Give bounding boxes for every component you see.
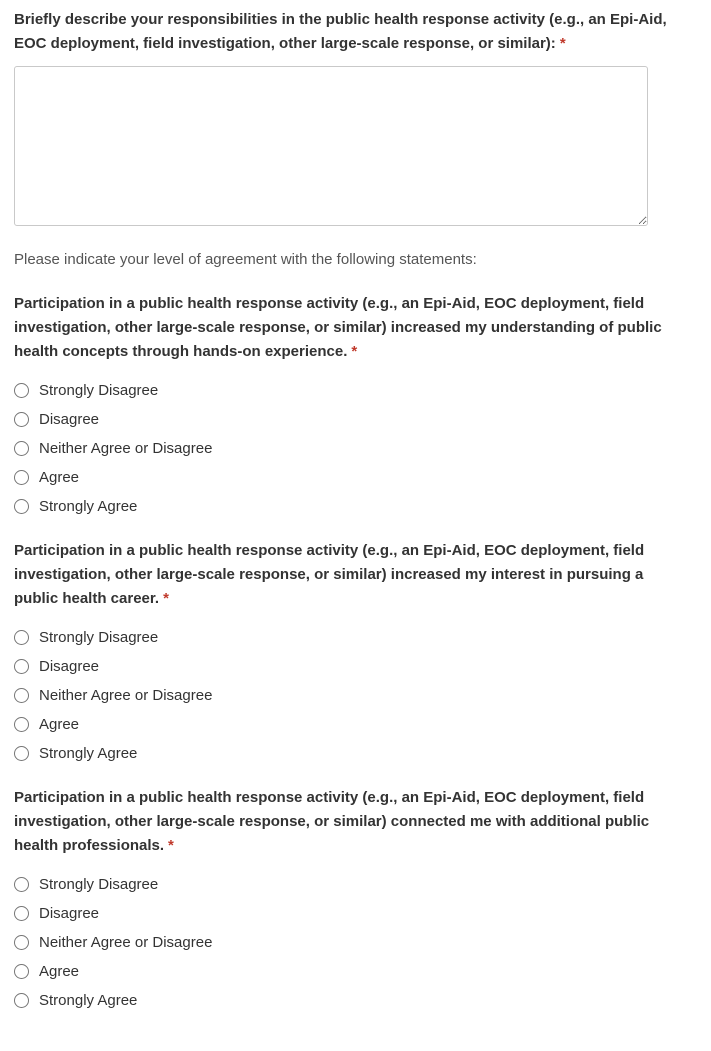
radio-option-label: Disagree xyxy=(39,410,100,428)
radio-button-icon[interactable] xyxy=(14,470,29,485)
radio-button-icon[interactable] xyxy=(14,383,29,398)
radio-option-neither[interactable] xyxy=(14,434,414,463)
question-label-connections xyxy=(14,786,669,858)
radio-option-label: Strongly Agree xyxy=(39,497,138,515)
question-block-connections xyxy=(14,786,697,1015)
question-label-responsibilities xyxy=(14,8,669,56)
radio-button-icon[interactable] xyxy=(14,993,29,1008)
radio-option-label: Agree xyxy=(39,962,80,980)
radio-option-neither[interactable] xyxy=(14,681,414,710)
radio-option-strongly-agree[interactable] xyxy=(14,492,414,521)
radio-option-strongly-agree[interactable] xyxy=(14,739,414,768)
radio-button-icon[interactable] xyxy=(14,412,29,427)
radio-option-label: Strongly Disagree xyxy=(39,628,159,646)
radio-option-label: Strongly Agree xyxy=(39,991,138,1009)
radio-button-icon[interactable] xyxy=(14,746,29,761)
required-asterisk: * xyxy=(163,590,169,607)
radio-option-label: Agree xyxy=(39,468,80,486)
radio-option-strongly-agree[interactable] xyxy=(14,986,414,1015)
radio-button-icon[interactable] xyxy=(14,630,29,645)
radio-option-label: Neither Agree or Disagree xyxy=(39,933,213,951)
radio-option-label: Strongly Agree xyxy=(39,744,138,762)
question-label-career-interest xyxy=(14,539,669,611)
question-text: Briefly describe your responsibilities in the public health response activity (e.g., an Epi-Aid, EOC deployment, field investigation, other large-scale response, or similar): xyxy=(14,11,667,52)
question-label-understanding xyxy=(14,292,669,364)
radio-option-agree[interactable] xyxy=(14,463,414,492)
radio-option-label: Disagree xyxy=(39,657,100,675)
radio-button-icon[interactable] xyxy=(14,499,29,514)
radio-button-icon[interactable] xyxy=(14,906,29,921)
radio-option-disagree[interactable] xyxy=(14,899,414,928)
radio-option-strongly-disagree[interactable] xyxy=(14,870,414,899)
required-asterisk: * xyxy=(168,837,174,854)
radio-option-label: Agree xyxy=(39,715,80,733)
radio-option-neither[interactable] xyxy=(14,928,414,957)
responsibilities-textarea[interactable] xyxy=(14,66,648,226)
question-text: Participation in a public health response activity (e.g., an Epi-Aid, EOC deployment, field investigation, other large-scale response, or similar) increased my understanding of public health concepts through hands-on experience. xyxy=(14,295,662,360)
required-asterisk: * xyxy=(559,35,566,52)
radio-option-label: Strongly Disagree xyxy=(39,381,159,399)
radio-option-disagree[interactable] xyxy=(14,405,414,434)
radio-option-label: Disagree xyxy=(39,904,100,922)
radio-button-icon[interactable] xyxy=(14,659,29,674)
question-text: Participation in a public health response activity (e.g., an Epi-Aid, EOC deployment, field investigation, other large-scale response, or similar) connected me with additional public health professionals. xyxy=(14,789,650,854)
radio-option-label: Neither Agree or Disagree xyxy=(39,686,213,704)
instruction-text: Please indicate your level of agreement with the following statements: xyxy=(14,251,477,268)
radio-option-label: Strongly Disagree xyxy=(39,875,159,893)
radio-button-icon[interactable] xyxy=(14,441,29,456)
radio-option-label: Neither Agree or Disagree xyxy=(39,439,213,457)
radio-option-strongly-disagree[interactable] xyxy=(14,623,414,652)
radio-button-icon[interactable] xyxy=(14,717,29,732)
radio-button-icon[interactable] xyxy=(14,877,29,892)
question-text: Participation in a public health response activity (e.g., an Epi-Aid, EOC deployment, field investigation, other large-scale response, or similar) increased my interest in pursuing a public health career. xyxy=(14,542,645,607)
radio-button-icon[interactable] xyxy=(14,688,29,703)
radio-option-agree[interactable] xyxy=(14,710,414,739)
question-block-career-interest xyxy=(14,539,697,768)
question-block-responsibilities xyxy=(14,8,697,226)
radio-option-strongly-disagree[interactable] xyxy=(14,376,414,405)
radio-option-agree[interactable] xyxy=(14,957,414,986)
radio-button-icon[interactable] xyxy=(14,964,29,979)
question-block-understanding xyxy=(14,292,697,521)
radio-option-disagree[interactable] xyxy=(14,652,414,681)
required-asterisk: * xyxy=(351,343,358,360)
radio-button-icon[interactable] xyxy=(14,935,29,950)
